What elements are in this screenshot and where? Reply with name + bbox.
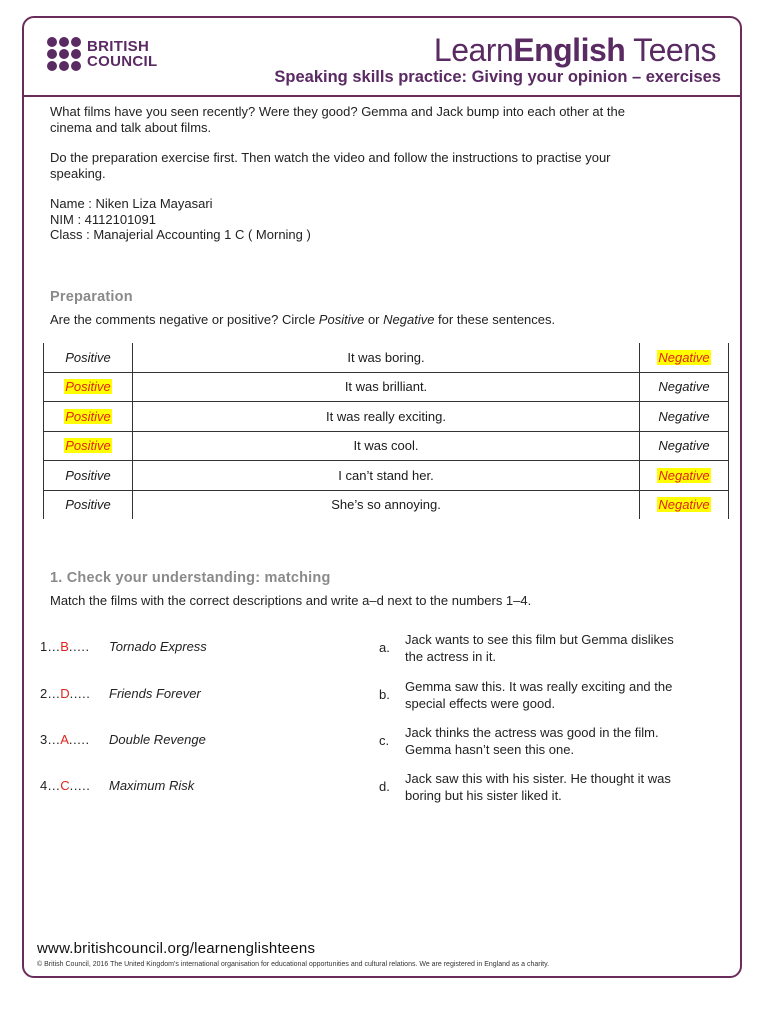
positive-label: Positive — [65, 467, 111, 483]
footer-copyright: © British Council, 2016 The United Kingdom’s international organisation for educational opportunities and cultural relations. We are registered in England as a charity. — [37, 961, 550, 968]
british-council-logo — [47, 37, 157, 71]
positive-label: Positive — [65, 379, 111, 395]
film-description: Jack thinks the actress was good in the film. Gemma hasn’t seen this one. — [405, 725, 659, 757]
match-answer-field[interactable]: 3…A.…. — [40, 732, 90, 747]
sentence-cell: It was cool. — [133, 431, 640, 461]
intro-p1-line1: What films have you seen recently? Were they good? Gemma and Jack bump into each other at the — [50, 104, 625, 119]
description-letter: a. — [379, 640, 390, 655]
film-title: Maximum Risk — [109, 778, 195, 793]
negative-option[interactable] — [640, 490, 729, 519]
negative-label: Negative — [658, 349, 710, 365]
intro-paragraph-2 — [50, 150, 611, 182]
film-title: Tornado Express — [109, 639, 207, 654]
match-answer-field[interactable]: 2…D.…. — [40, 686, 90, 701]
description-letter: c. — [379, 733, 390, 748]
preparation-row — [44, 490, 729, 519]
preparation-table — [43, 343, 729, 519]
negative-option[interactable] — [640, 461, 729, 491]
sentence-cell: It was brilliant. — [133, 372, 640, 402]
logo-dots-icon — [47, 37, 81, 71]
negative-label: Negative — [658, 408, 710, 424]
intro-paragraph-1 — [50, 104, 625, 136]
student-name: Name : Niken Liza Mayasari — [50, 196, 213, 211]
sentence-cell: It was boring. — [133, 343, 640, 372]
positive-label: Positive — [65, 408, 111, 424]
student-class: Class : Manajerial Accounting 1 C ( Morning ) — [50, 227, 311, 242]
positive-option[interactable] — [44, 343, 133, 372]
match-answer: B — [60, 639, 69, 654]
match-answer: D — [60, 686, 70, 701]
learnenglish-teens-brand — [434, 32, 716, 69]
match-answer-field[interactable]: 4…C.…. — [40, 778, 90, 793]
intro-p2-line2: speaking. — [50, 166, 106, 181]
intro-p2-line1: Do the preparation exercise first. Then watch the video and follow the instructions to practise your — [50, 150, 611, 165]
negative-label: Negative — [658, 379, 710, 395]
negative-option[interactable] — [640, 402, 729, 432]
sentence-cell: It was really exciting. — [133, 402, 640, 432]
page-subtitle: Speaking skills practice: Giving your opinion – exercises — [274, 68, 721, 86]
matching-instructions: Match the films with the correct descriptions and write a–d next to the numbers 1–4. — [50, 593, 532, 608]
positive-option[interactable] — [44, 490, 133, 519]
intro-p1-line2: cinema and talk about films. — [50, 120, 212, 135]
negative-option[interactable] — [640, 431, 729, 461]
negative-option[interactable] — [640, 372, 729, 402]
brand-english: English — [513, 32, 626, 68]
negative-label: Negative — [658, 438, 710, 454]
positive-option[interactable] — [44, 431, 133, 461]
film-description: Gemma saw this. It was really exciting and the special effects were good. — [405, 679, 673, 711]
film-title: Friends Forever — [109, 686, 201, 701]
match-answer-field[interactable]: 1…B.…. — [40, 639, 90, 654]
preparation-row — [44, 372, 729, 402]
student-nim: NIM : 4112101091 — [50, 211, 156, 227]
positive-label: Positive — [65, 349, 111, 365]
positive-label: Positive — [65, 497, 111, 513]
film-description: Jack wants to see this film but Gemma dislikes the actress in it. — [405, 632, 674, 664]
preparation-row — [44, 461, 729, 491]
match-answer: A — [60, 732, 69, 747]
match-answer: C — [60, 778, 70, 793]
matching-title: 1. Check your understanding: matching — [50, 570, 331, 586]
description-letter: b. — [379, 687, 390, 702]
positive-option[interactable] — [44, 372, 133, 402]
film-title: Double Revenge — [109, 732, 206, 747]
negative-label: Negative — [658, 497, 710, 513]
sentence-cell: She’s so annoying. — [331, 497, 441, 513]
positive-option[interactable] — [44, 402, 133, 432]
footer-url[interactable]: www.britishcouncil.org/learnenglishteens — [37, 940, 316, 957]
brand-teens: Teens — [625, 32, 716, 68]
logo-line2: COUNCIL — [87, 53, 158, 70]
sentence-cell: I can’t stand her. — [133, 461, 640, 491]
negative-label: Negative — [658, 467, 710, 483]
negative-option[interactable] — [640, 343, 729, 372]
student-info — [50, 196, 311, 243]
preparation-row — [44, 343, 729, 372]
film-description: Jack saw this with his sister. He thought it was boring but his sister liked it. — [405, 771, 671, 803]
positive-label: Positive — [65, 438, 111, 454]
logo-line1: BRITISH — [87, 38, 150, 55]
header-divider — [22, 95, 742, 97]
positive-option[interactable] — [44, 461, 133, 491]
description-letter: d. — [379, 779, 390, 794]
preparation-title: Preparation — [50, 289, 133, 305]
preparation-row — [44, 431, 729, 461]
brand-learn: Learn — [433, 32, 514, 68]
preparation-row — [44, 402, 729, 432]
preparation-instructions: Are the comments negative or positive? Circle Positive or Negative for these sentences. — [50, 312, 556, 327]
